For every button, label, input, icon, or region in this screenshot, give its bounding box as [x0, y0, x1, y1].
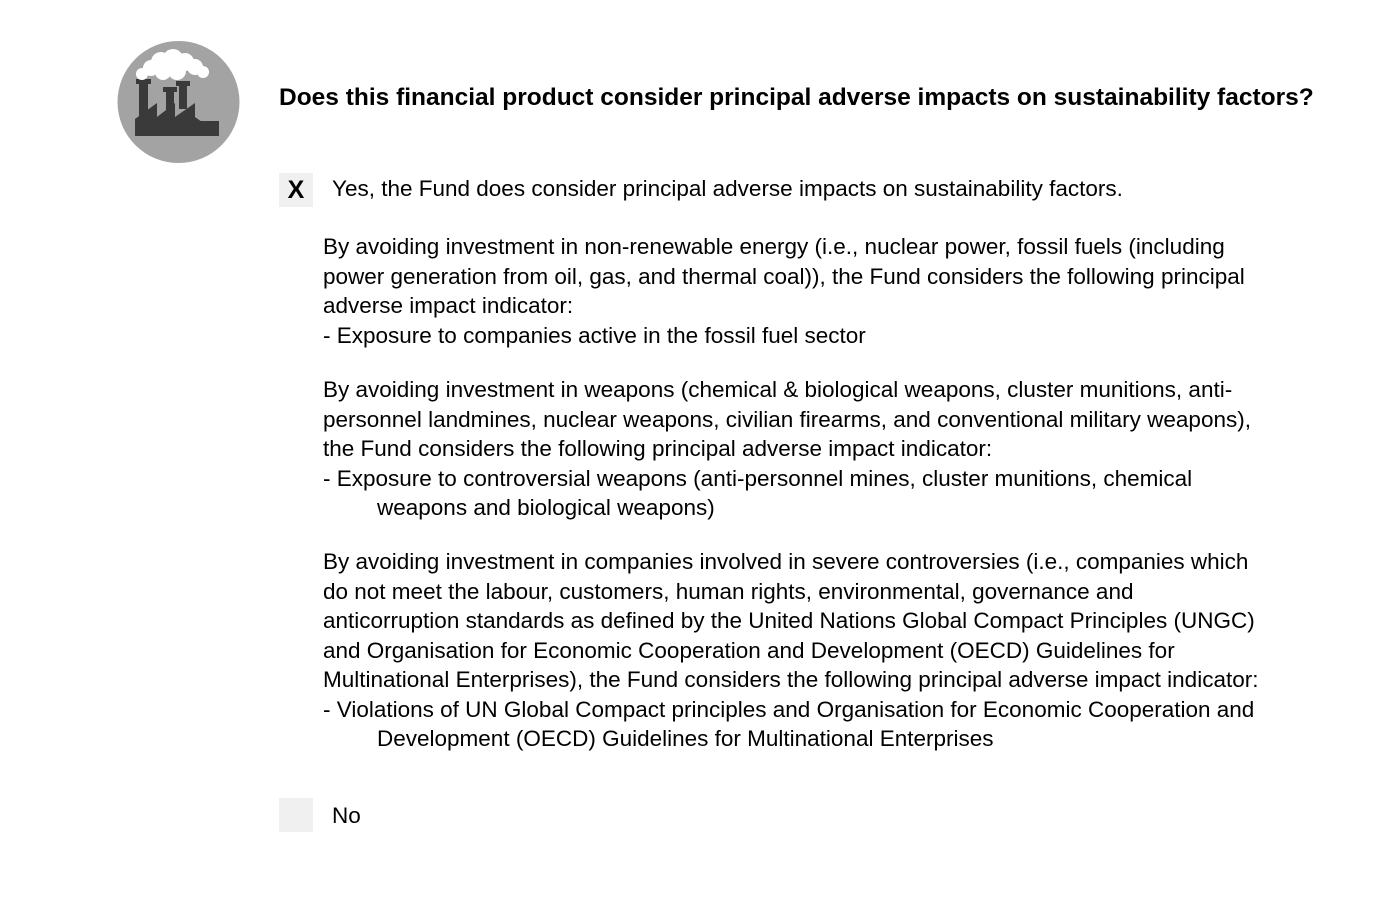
yes-option-label: Yes, the Fund does consider principal adverse impacts on sustainability factors.	[332, 176, 1123, 201]
factory-pollution-icon	[117, 41, 240, 163]
controversies-paragraph	[323, 547, 1363, 754]
fossil-fuel-paragraph	[323, 232, 1363, 350]
weapons-paragraph	[323, 375, 1363, 523]
paragraph-line: By avoiding investment in non-renewable energy (i.e., nuclear power, fossil fuels (including	[323, 234, 1225, 259]
paragraph-line: By avoiding investment in companies involved in severe controversies (i.e., companies which	[323, 549, 1249, 574]
paragraph-line: and Organisation for Economic Cooperation and Development (OECD) Guidelines for	[323, 637, 1175, 663]
paragraph-line: adverse impact indicator:	[323, 293, 574, 318]
section-question: Does this financial product consider principal adverse impacts on sustainability factors?	[279, 84, 1314, 111]
indicator-bullet: - Exposure to controversial weapons (anti-personnel mines, cluster munitions, chemical	[323, 465, 1193, 491]
paragraph-line: personnel landmines, nuclear weapons, civilian firearms, and conventional military weapons),	[323, 406, 1251, 432]
paragraph-line: anticorruption standards as defined by the United Nations Global Compact Principles (UNGC)	[323, 608, 1255, 633]
paragraph-line: the Fund considers the following principal adverse impact indicator:	[323, 436, 993, 461]
paragraph-line: Multinational Enterprises), the Fund considers the following principal adverse impact indicator:	[323, 667, 1259, 692]
no-option-label: No	[332, 803, 361, 828]
yes-checkbox[interactable]: X	[279, 173, 313, 207]
indicator-bullet: - Exposure to companies active in the fossil fuel sector	[323, 322, 866, 348]
indicator-bullet-continuation: weapons and biological weapons)	[377, 495, 715, 520]
paragraph-line: do not meet the labour, customers, human rights, environmental, governance and	[323, 578, 1134, 604]
no-checkbox[interactable]	[279, 798, 313, 832]
paragraph-line: By avoiding investment in weapons (chemical & biological weapons, cluster munitions, anti-	[323, 377, 1233, 402]
indicator-bullet-continuation: Development (OECD) Guidelines for Multinational Enterprises	[377, 726, 994, 751]
indicator-bullet: - Violations of UN Global Compact principles and Organisation for Economic Cooperation and	[323, 696, 1255, 722]
paragraph-line: power generation from oil, gas, and thermal coal)), the Fund considers the following principal	[323, 263, 1245, 289]
